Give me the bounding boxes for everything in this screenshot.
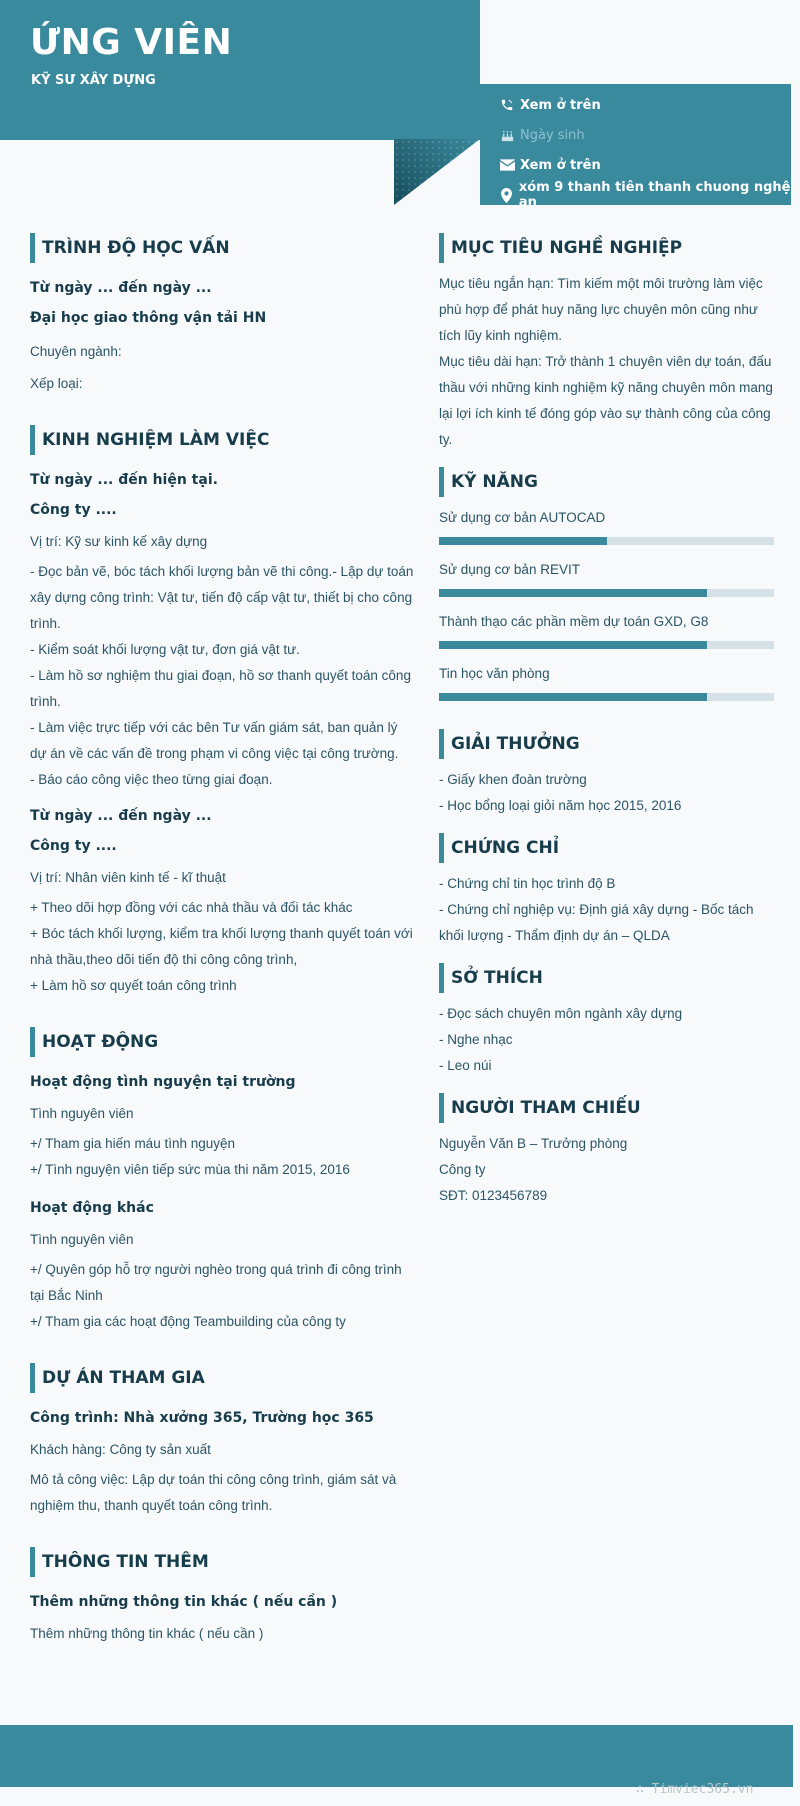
skill-item [439, 609, 774, 649]
skills-section [439, 467, 774, 701]
contact-phone-text: Xem ở trên [520, 97, 601, 113]
skill-bar [439, 589, 774, 597]
job-date: Từ ngày ... đến hiện tại. [30, 472, 218, 488]
watermark: ∴ Timviec365.vn [636, 1782, 754, 1797]
skill-bar-fill [439, 589, 707, 597]
skill-item [439, 661, 774, 701]
job-description: + Theo dõi hợp đồng với các nhà thầu và đối tác khác + Bóc tách khối lượng, kiểm tra khối lượng thanh quyết toán với nhà thầu,theo dõi tiến độ thi công công trình, + Làm hồ sơ quyết toán công trình [30, 900, 413, 993]
job-position: Vị trí: Nhân viên kinh tế - kĩ thuật [30, 870, 226, 885]
left-column [30, 233, 415, 1647]
job-company: Công ty .... [30, 502, 117, 518]
right-column [439, 233, 774, 1209]
activity-entry [30, 1193, 415, 1335]
job-entry [30, 465, 415, 793]
more-info-heading: Thêm những thông tin khác ( nếu cần ) [30, 1594, 338, 1610]
footer-bar [0, 1725, 793, 1787]
activities-section [30, 1027, 415, 1335]
more-info-text: Thêm những thông tin khác ( nếu cần ) [30, 1626, 264, 1641]
awards-section [439, 729, 774, 819]
section-title: HOẠT ĐỘNG [30, 1027, 415, 1057]
header-banner [0, 0, 480, 140]
education-section [30, 233, 415, 397]
skill-bar-fill [439, 693, 707, 701]
project-client: Khách hàng: Công ty sản xuất [30, 1442, 211, 1457]
activity-description: +/ Tham gia hiến máu tình nguyện +/ Tình nguyện viên tiếp sức mùa thi năm 2015, 2016 [30, 1136, 350, 1177]
section-title: KỸ NĂNG [439, 467, 774, 497]
contact-email[interactable] [494, 154, 601, 176]
skill-item [439, 505, 774, 545]
contact-address[interactable] [494, 180, 800, 210]
awards-text: - Giấy khen đoàn trường - Học bổng loại giỏi năm học 2015, 2016 [439, 772, 682, 813]
hobbies-text: - Đọc sách chuyên môn ngành xây dựng - Nghe nhạc - Leo núi [439, 1006, 683, 1073]
job-title: KỸ SƯ XÂY DỰNG [31, 73, 156, 88]
job-description: - Đọc bản vẽ, bóc tách khối lượng bản vẽ thi công.- Lập dự toán xây dựng công trình: Vật tư, tiến độ cấp vật tư, thiết bị cho công trình. - Kiểm soát khối lượng vật tư, đơn giá vật tư. - Làm hồ sơ nghiệm thu giai đoạn, hồ sơ thanh quyết toán công trình. - Làm việc trực tiếp với các bên Tư vấn giám sát, ban quản lý dự án về các vấn đề trong phạm vi công việc tại công trường. - Báo cáo công việc theo từng giai đoạn. [30, 564, 414, 787]
skill-label: Thành thạo các phần mềm dự toán GXD, G8 [439, 614, 709, 629]
certificates-text: - Chứng chỉ tin học trình độ B - Chứng chỉ nghiệp vụ: Định giá xây dựng - Bốc tách khối lượng - Thẩm định dự án – QLDA [439, 876, 754, 943]
job-company: Công ty .... [30, 838, 117, 854]
corner-dot-pattern [394, 139, 480, 205]
contact-birthday-text: Ngày sinh [520, 127, 585, 143]
section-title: THÔNG TIN THÊM [30, 1547, 415, 1577]
section-title: GIẢI THƯỞNG [439, 729, 774, 759]
activity-name: Hoạt động tình nguyện tại trường [30, 1074, 296, 1090]
skill-bar [439, 693, 774, 701]
activity-role: Tình nguyên viên [30, 1106, 134, 1121]
experience-section [30, 425, 415, 999]
skill-bar-fill [439, 537, 607, 545]
skill-label: Tin học văn phòng [439, 666, 550, 681]
certificates-section [439, 833, 774, 949]
education-date: Từ ngày ... đến ngày ... [30, 280, 212, 296]
references-section [439, 1093, 774, 1209]
skill-label: Sử dụng cơ bản REVIT [439, 562, 580, 577]
skill-bar [439, 537, 774, 545]
section-title: CHỨNG CHỈ [439, 833, 774, 863]
activity-role: Tình nguyên viên [30, 1232, 134, 1247]
contact-address-text: xóm 9 thanh tiên thanh chuong nghệ an [518, 180, 791, 210]
projects-section [30, 1363, 415, 1519]
map-marker-icon [494, 188, 519, 203]
project-description: Mô tả công việc: Lập dự toán thi công công trình, giám sát và nghiệm thu, thanh quyết toán công trình. [30, 1472, 397, 1513]
section-title: TRÌNH ĐỘ HỌC VẤN [30, 233, 415, 263]
job-position: Vị trí: Kỹ sư kinh kế xây dựng [30, 534, 208, 549]
envelope-icon [494, 159, 520, 171]
skill-label: Sử dụng cơ bản AUTOCAD [439, 510, 606, 525]
contact-email-text: Xem ở trên [520, 157, 601, 173]
activity-name: Hoạt động khác [30, 1200, 154, 1216]
candidate-name: ỨNG VIÊN [30, 22, 233, 63]
skill-bar [439, 641, 774, 649]
hobbies-section [439, 963, 774, 1079]
section-title: DỰ ÁN THAM GIA [30, 1363, 415, 1393]
section-title: KINH NGHIỆM LÀM VIỆC [30, 425, 415, 455]
birthday-cake-icon [494, 128, 520, 143]
objective-section [439, 233, 774, 453]
skill-bar-fill [439, 641, 707, 649]
job-entry [30, 801, 415, 999]
activity-entry [30, 1067, 415, 1183]
education-major: Chuyên ngành: [30, 344, 122, 359]
more-info-section [30, 1547, 415, 1647]
section-title: NGƯỜI THAM CHIẾU [439, 1093, 774, 1123]
education-grade: Xếp loại: [30, 376, 83, 391]
section-title: SỞ THÍCH [439, 963, 774, 993]
contact-birthday [494, 124, 585, 146]
section-title: MỤC TIÊU NGHỀ NGHIỆP [439, 233, 774, 263]
project-name: Công trình: Nhà xưởng 365, Trường học 365 [30, 1410, 374, 1426]
phone-icon [494, 98, 520, 112]
contact-phone[interactable] [494, 94, 601, 116]
objective-text: Mục tiêu ngắn hạn: Tìm kiếm một môi trường làm việc phù hợp để phát huy năng lực chuyên môn cũng như tích lũy kinh nghiệm. Mục tiêu dài hạn: Trở thành 1 chuyên viên dự toán, đấu thầu với những kinh nghiệm kỹ năng chuyên môn mang lại lợi ích kinh tế đóng góp vào sự thành công của công ty. [439, 276, 773, 447]
activity-description: +/ Quyên góp hỗ trợ người nghèo trong quá trình đi công trình tại Bắc Ninh +/ Tham gia các hoạt động Teambuilding của công ty [30, 1262, 402, 1329]
education-school: Đại học giao thông vận tải HN [30, 310, 267, 326]
references-text: Nguyễn Văn B – Trưởng phòng Công ty SĐT: 0123456789 [439, 1136, 628, 1203]
job-date: Từ ngày ... đến ngày ... [30, 808, 212, 824]
skill-item [439, 557, 774, 597]
